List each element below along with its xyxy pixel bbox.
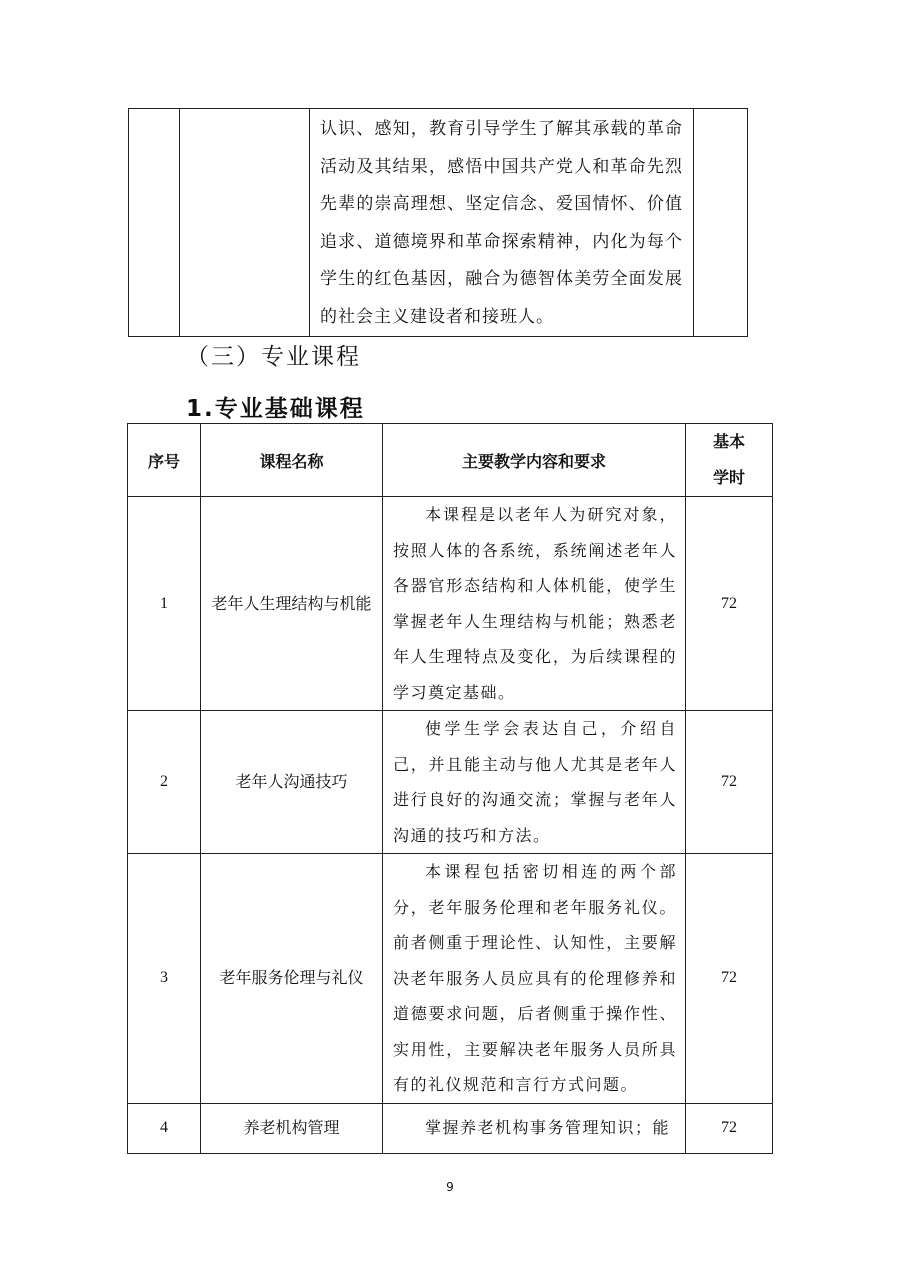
continuation-table xyxy=(128,108,748,337)
row-hours: 72 xyxy=(686,1103,773,1153)
page-number: 9 xyxy=(446,1180,454,1194)
row-content-cell xyxy=(383,854,686,1104)
continuation-cell xyxy=(310,109,694,337)
row-content-cell xyxy=(383,1103,686,1153)
table-cell-empty xyxy=(694,109,748,337)
row-index: 2 xyxy=(128,711,201,854)
row-content: 本课程包括密切相连的两个部分，老年服务伦理和老年服务礼仪。前者侧重于理论性、认知性，主要解决老年服务人员应具有的伦理修养和道德要求问题，后者侧重于操作性、实用性，主要解决老年服务人员所具有的礼仪规范和言行方式问题。 xyxy=(393,862,677,1094)
table-row xyxy=(128,1103,773,1153)
row-index: 4 xyxy=(128,1103,201,1153)
row-hours: 72 xyxy=(686,497,773,711)
section-heading: （三）专业课程 xyxy=(186,344,361,370)
row-index: 3 xyxy=(128,854,201,1104)
row-content: 掌握养老机构事务管理知识；能 xyxy=(425,1118,671,1138)
row-course-name: 老年人沟通技巧 xyxy=(201,711,383,854)
row-course-name: 老年人生理结构与机能 xyxy=(201,497,383,711)
table-row xyxy=(128,711,773,854)
row-content-cell xyxy=(383,711,686,854)
continuation-text: 认识、感知，教育引导学生了解其承载的革命活动及其结果，感悟中国共产党人和革命先烈先辈的崇高理想、坚定信念、爱国情怀、价值追求、道德境界和革命探索精神，内化为每个学生的红色基因，融合为德智体美劳全面发展的社会主义建设者和接班人。 xyxy=(320,119,683,327)
row-content: 使学生学会表达自己，介绍自己，并且能主动与他人尤其是老年人进行良好的沟通交流；掌握与老年人沟通的技巧和方法。 xyxy=(393,719,677,845)
row-course-name: 老年服务伦理与礼仪 xyxy=(201,854,383,1104)
table-header-row xyxy=(128,424,773,497)
course-table xyxy=(127,423,773,1154)
row-content: 本课程是以老年人为研究对象，按照人体的各系统，系统阐述老年人各器官形态结构和人体机能，使学生掌握老年人生理结构与机能；熟悉老年人生理特点及变化，为后续课程的学习奠定基础。 xyxy=(393,505,677,702)
header-hours xyxy=(686,424,773,497)
subsection-heading: 1.专业基础课程 xyxy=(186,396,365,422)
table-cell-empty xyxy=(180,109,310,337)
row-course-name: 养老机构管理 xyxy=(201,1103,383,1153)
table-cell-empty xyxy=(129,109,180,337)
header-course-name: 课程名称 xyxy=(201,424,383,497)
row-content-cell xyxy=(383,497,686,711)
header-content: 主要教学内容和要求 xyxy=(383,424,686,497)
header-hours-line1: 基本 xyxy=(712,432,745,451)
table-row xyxy=(129,109,748,337)
table-row xyxy=(128,854,773,1104)
row-hours: 72 xyxy=(686,711,773,854)
header-hours-line2: 学时 xyxy=(712,468,745,487)
table-row xyxy=(128,497,773,711)
header-index: 序号 xyxy=(128,424,201,497)
row-index: 1 xyxy=(128,497,201,711)
row-hours: 72 xyxy=(686,854,773,1104)
